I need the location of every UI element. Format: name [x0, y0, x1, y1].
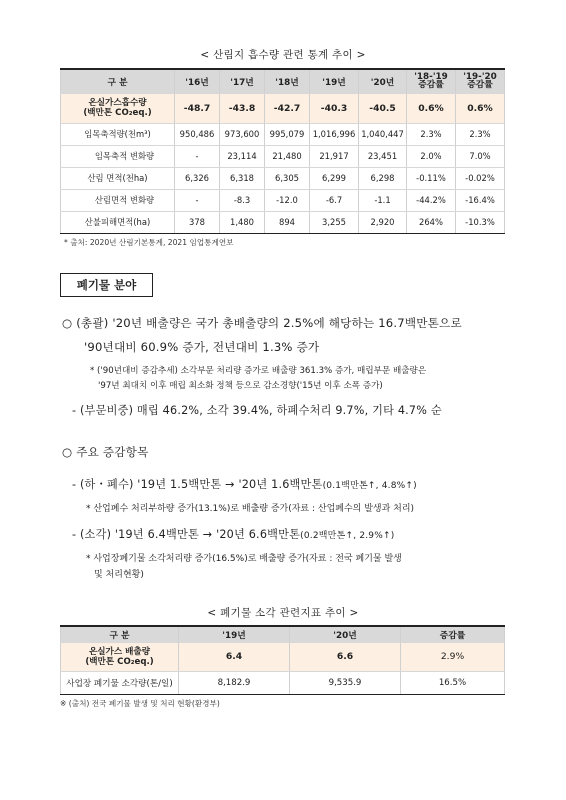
key-changes-title: ○ 주요 증감항목	[62, 445, 149, 459]
table-cell: -16.4%	[456, 189, 505, 211]
wastewater-paren: (0.1백만톤↑, 4.8%↑)	[322, 481, 417, 491]
header-cell: '19년	[179, 626, 290, 642]
row-label: 산림면적 변화량	[61, 189, 175, 211]
table-cell: 950,486	[175, 123, 220, 145]
table1-highlight-row	[61, 93, 505, 123]
table-cell: 2.3%	[407, 123, 456, 145]
sector-share-line: - (부문비중) 매립 46.2%, 소각 39.4%, 하폐수처리 9.7%, 기타 4.7% 순	[72, 404, 442, 417]
table-cell: 21,917	[310, 145, 359, 167]
table-cell: 264%	[407, 211, 456, 233]
summary-note-line2: '97년 최대치 이후 매립 최소화 정책 등으로 감소경향('15년 이후 소폭 증가)	[98, 381, 383, 391]
table-cell: -1.1	[359, 189, 407, 211]
table-cell: 1,040,447	[359, 123, 407, 145]
table-cell: 995,079	[265, 123, 310, 145]
table-cell: 2.9%	[401, 642, 505, 671]
wastewater-note: * 산업폐수 처리부하량 증가(13.1%)로 배출량 증가(자료 : 산업폐수의 발생과 처리)	[86, 504, 415, 514]
table-cell: -40.5	[359, 93, 407, 123]
table-cell: -8.3	[220, 189, 265, 211]
header-cell: '20년	[359, 69, 407, 93]
table-cell: -0.02%	[456, 167, 505, 189]
table-cell: 2.3%	[456, 123, 505, 145]
table2-header-row	[61, 626, 505, 642]
table-cell: -12.0	[265, 189, 310, 211]
table-row	[61, 167, 505, 189]
header-cell: 구 분	[61, 69, 175, 93]
table-row	[61, 211, 505, 233]
table-cell: 6.6	[290, 642, 401, 671]
table-cell: -6.7	[310, 189, 359, 211]
table-cell: 6,299	[310, 167, 359, 189]
table-cell: -	[175, 189, 220, 211]
row-label: 온실가스 배출량 (백만톤 CO₂eq.)	[61, 642, 179, 671]
incineration-paren: (0.2백만톤↑, 2.9%↑)	[300, 531, 395, 541]
table-cell: 23,114	[220, 145, 265, 167]
row-label: 임목축적 변화량	[61, 145, 175, 167]
table2-caption: < 폐기물 소각 관련지표 추이 >	[207, 607, 359, 619]
wastewater-main: - (하・폐수) '19년 1.5백만톤 → '20년 1.6백만톤	[72, 478, 323, 491]
row-label: 임목축적량(천m³)	[61, 123, 175, 145]
header-cell: '18-'19 증감률	[407, 69, 456, 93]
table-cell: -42.7	[265, 93, 310, 123]
table-cell: 6,298	[359, 167, 407, 189]
header-cell: '19년	[310, 69, 359, 93]
table2-highlight-row	[61, 642, 505, 671]
table-cell: 0.6%	[407, 93, 456, 123]
table-cell: 6.4	[179, 642, 290, 671]
table-cell: 1,480	[220, 211, 265, 233]
incineration-note-line2: 및 처리현황)	[94, 570, 144, 580]
table-cell: 23,451	[359, 145, 407, 167]
header-cell: '16년	[175, 69, 220, 93]
row-label: 산불피해면적(ha)	[61, 211, 175, 233]
wastewater-line	[72, 477, 417, 494]
table-cell: -	[175, 145, 220, 167]
table-cell: 2,920	[359, 211, 407, 233]
table-row	[61, 671, 505, 694]
table-cell: 8,182.9	[179, 671, 290, 694]
table-cell: 16.5%	[401, 671, 505, 694]
paragraph-summary-line2: '90년대비 60.9% 증가, 전년대비 1.3% 증가	[84, 340, 320, 354]
table-row	[61, 189, 505, 211]
table1-caption: < 산림지 흡수량 관련 통계 추이 >	[200, 49, 366, 61]
table-row	[61, 123, 505, 145]
header-cell: '19-'20 증감률	[456, 69, 505, 93]
table-cell: -0.11%	[407, 167, 456, 189]
summary-note-line1: * ('90년대비 증감추세) 소각부문 처리량 증가로 배출량 361.3% 증가, 매립부문 배출량은	[90, 366, 427, 376]
header-cell: 증감률	[401, 626, 505, 642]
table-cell: -10.3%	[456, 211, 505, 233]
row-label: 사업장 폐기물 소각량(톤/일)	[61, 671, 179, 694]
table-cell: 6,318	[220, 167, 265, 189]
forest-absorption-table	[60, 68, 505, 234]
table-cell: 2.0%	[407, 145, 456, 167]
table-cell: -40.3	[310, 93, 359, 123]
table-cell: 0.6%	[456, 93, 505, 123]
section-title: 폐기물 분야	[76, 278, 137, 292]
table-cell: 3,255	[310, 211, 359, 233]
header-cell: 구 분	[61, 626, 179, 642]
table2-source-note: ※ (출처) 전국 폐기물 발생 및 처리 현황(환경부)	[60, 699, 220, 708]
section-title-box	[60, 273, 153, 297]
table-row	[61, 145, 505, 167]
table-cell: 7.0%	[456, 145, 505, 167]
row-label: 산림 면적(천ha)	[61, 167, 175, 189]
row-label: 온실가스흡수량 (백만톤 CO₂eq.)	[61, 93, 175, 123]
header-cell: '18년	[265, 69, 310, 93]
paragraph-summary-line1: ○ (총괄) '20년 배출량은 국가 총배출량의 2.5%에 해당하는 16.7백만톤으로	[62, 316, 462, 330]
incineration-line	[72, 527, 394, 544]
table1-header-row	[61, 69, 505, 93]
table-cell: 9,535.9	[290, 671, 401, 694]
table1-source-note: * 출처: 2020년 산림기본통계, 2021 임업통계연보	[64, 238, 234, 247]
incineration-note-line1: * 사업장폐기물 소각처리량 증가(16.5%)로 배출량 증가(자료 : 전국 폐기물 발생	[86, 554, 402, 564]
incineration-main: - (소각) '19년 6.4백만톤 → '20년 6.6백만톤	[72, 528, 301, 541]
table-cell: 6,326	[175, 167, 220, 189]
table-cell: -44.2%	[407, 189, 456, 211]
table-cell: -48.7	[175, 93, 220, 123]
table-cell: 1,016,996	[310, 123, 359, 145]
table-cell: 21,480	[265, 145, 310, 167]
header-cell: '17년	[220, 69, 265, 93]
table-cell: 378	[175, 211, 220, 233]
table-cell: 894	[265, 211, 310, 233]
table-cell: 6,305	[265, 167, 310, 189]
table-cell: 973,600	[220, 123, 265, 145]
waste-incineration-table	[60, 625, 505, 695]
header-cell: '20년	[290, 626, 401, 642]
table-cell: -43.8	[220, 93, 265, 123]
